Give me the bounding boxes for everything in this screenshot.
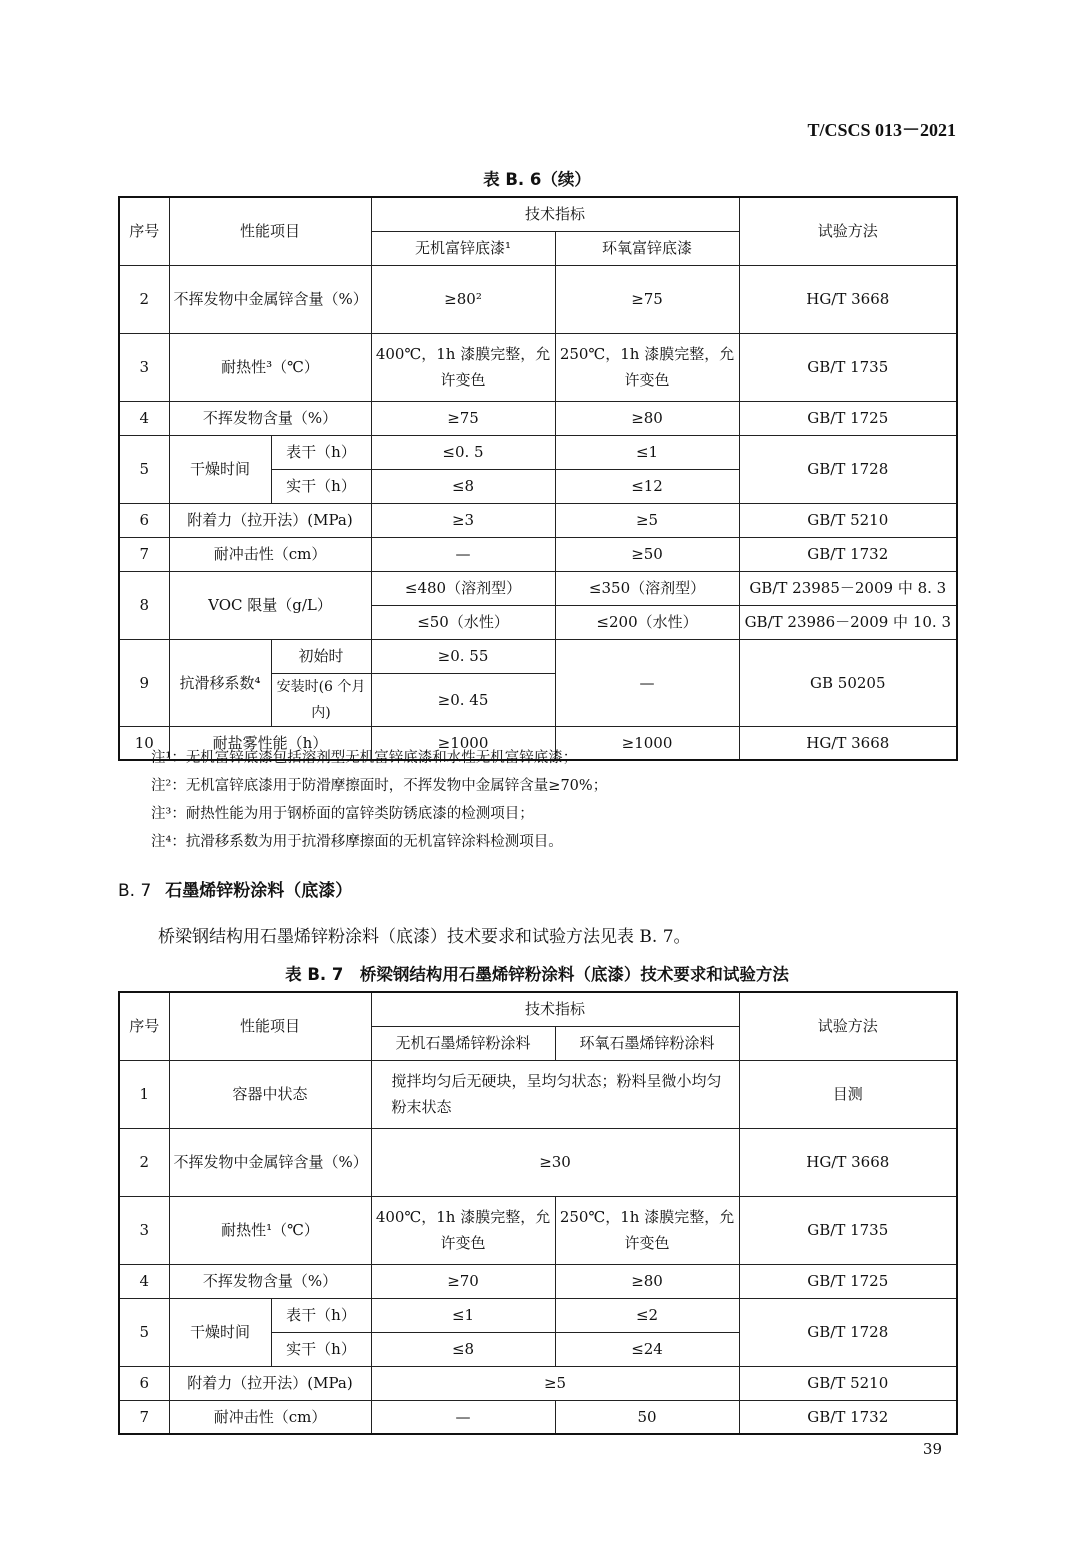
cell-b: ≤350（溶剂型） [555,571,739,605]
header-no: 序号 [119,992,169,1060]
header-col-b: 环氧富锌底漆 [555,231,739,265]
cell-a: ≤480（溶剂型） [371,571,555,605]
cell-method: GB/T 5210 [739,1366,957,1400]
cell-a: ≥0. 55 [371,639,555,673]
cell-b: ≤200（水性） [555,605,739,639]
table-row [119,1400,957,1434]
cell-b: ≥5 [555,503,739,537]
cell-item: 干燥时间 [169,435,271,503]
table-row [119,401,957,435]
body-paragraph: 桥梁钢结构用石墨烯锌粉涂料（底漆）技术要求和试验方法见表 B. 7。 [158,927,691,947]
cell-subitem: 表干（h） [271,435,371,469]
cell-subitem: 实干（h） [271,469,371,503]
table-header-row [119,992,957,1026]
cell-no: 9 [119,639,169,726]
cell-a: — [371,537,555,571]
table-b6-title: 表 B. 6（续） [483,170,591,189]
cell-item: 耐盐雾性能（h） [169,726,371,760]
cell-b: ≤2 [555,1298,739,1332]
cell-method: GB/T 23985－2009 中 8. 3 [739,571,957,605]
cell-method: GB/T 1728 [739,1298,957,1366]
cell-no: 2 [119,1128,169,1196]
cell-method: GB/T 1735 [739,1196,957,1264]
cell-no: 3 [119,1196,169,1264]
table-header-row [119,197,957,231]
table-row [119,639,957,673]
cell-b: ≥80 [555,1264,739,1298]
cell-a: ≤8 [371,469,555,503]
section-heading [118,876,352,901]
cell-a: ≤0. 5 [371,435,555,469]
cell-no: 10 [119,726,169,760]
cell-item: 抗滑移系数⁴ [169,639,271,726]
note-line: 注²：无机富锌底漆用于防滑摩擦面时，不挥发物中金属锌含量≥70%； [151,778,608,794]
cell-item: 耐热性³（℃） [169,333,371,401]
cell-method: GB/T 1728 [739,435,957,503]
table-row [119,435,957,469]
note-line: 注⁴：抗滑移系数为用于抗滑移摩擦面的无机富锌涂料检测项目。 [151,834,563,850]
cell-method: GB/T 23986－2009 中 10. 3 [739,605,957,639]
cell-method: HG/T 3668 [739,1128,957,1196]
cell-subitem: 实干（h） [271,1332,371,1366]
header-method: 试验方法 [739,992,957,1060]
cell-b: ≥50 [555,537,739,571]
cell-item: 附着力（拉开法）(MPa) [169,503,371,537]
cell-item: 耐冲击性（cm） [169,1400,371,1434]
cell-item: 不挥发物含量（%） [169,401,371,435]
cell-no: 6 [119,1366,169,1400]
cell-item: 不挥发物中金属锌含量（%） [169,265,371,333]
header-item: 性能项目 [169,197,371,265]
table-b6 [118,196,958,761]
cell-no: 5 [119,1298,169,1366]
table-row [119,333,957,401]
cell-method: GB/T 1732 [739,537,957,571]
header-tech: 技术指标 [371,992,739,1026]
cell-no: 2 [119,265,169,333]
table-row [119,1366,957,1400]
cell-no: 7 [119,1400,169,1434]
cell-b: ≤24 [555,1332,739,1366]
cell-item: 耐冲击性（cm） [169,537,371,571]
cell-b: ≤1 [555,435,739,469]
table-row [119,1060,957,1128]
cell-b: 250℃，1h 漆膜完整，允许变色 [555,1196,739,1264]
table-b7-title: 表 B. 7 桥梁钢结构用石墨烯锌粉涂料（底漆）技术要求和试验方法 [285,965,789,984]
cell-b: — [555,639,739,726]
cell-a: ≤8 [371,1332,555,1366]
cell-no: 4 [119,1264,169,1298]
cell-no: 7 [119,537,169,571]
cell-b: 50 [555,1400,739,1434]
cell-no: 1 [119,1060,169,1128]
table-row [119,571,957,605]
cell-method: GB/T 1725 [739,401,957,435]
cell-a: ≥3 [371,503,555,537]
cell-method: HG/T 3668 [739,726,957,760]
cell-a: 400℃，1h 漆膜完整，允许变色 [371,1196,555,1264]
table-b7 [118,991,958,1435]
cell-method: GB/T 5210 [739,503,957,537]
cell-no: 4 [119,401,169,435]
cell-b: 250℃，1h 漆膜完整，允许变色 [555,333,739,401]
header-no: 序号 [119,197,169,265]
cell-ab: 搅拌均匀后无硬块，呈均匀状态；粉料呈微小均匀粉末状态 [371,1060,739,1128]
cell-no: 6 [119,503,169,537]
table-row [119,1298,957,1332]
header-tech: 技术指标 [371,197,739,231]
cell-subitem: 表干（h） [271,1298,371,1332]
cell-a: ≥70 [371,1264,555,1298]
cell-a: 400℃，1h 漆膜完整，允许变色 [371,333,555,401]
table-row [119,537,957,571]
cell-item: 耐热性¹（℃） [169,1196,371,1264]
cell-a: ≥1000 [371,726,555,760]
cell-method: HG/T 3668 [739,265,957,333]
header-col-a: 无机石墨烯锌粉涂料 [371,1026,555,1060]
section-number: B. 7 [118,881,152,901]
cell-subitem: 初始时 [271,639,371,673]
cell-a: ≥75 [371,401,555,435]
cell-a: ≥80² [371,265,555,333]
header-col-b: 环氧石墨烯锌粉涂料 [555,1026,739,1060]
cell-a: ≥0. 45 [371,673,555,726]
cell-ab: ≥5 [371,1366,739,1400]
cell-item: 不挥发物含量（%） [169,1264,371,1298]
table-notes [151,744,607,856]
cell-b: ≥80 [555,401,739,435]
table-row [119,1128,957,1196]
header-method: 试验方法 [739,197,957,265]
cell-a: — [371,1400,555,1434]
cell-method: GB/T 1725 [739,1264,957,1298]
cell-b: ≤12 [555,469,739,503]
cell-method: GB/T 1732 [739,1400,957,1434]
header-col-a: 无机富锌底漆¹ [371,231,555,265]
cell-item: 不挥发物中金属锌含量（%） [169,1128,371,1196]
cell-a: ≤50（水性） [371,605,555,639]
note-line: 注¹：无机富锌底漆包括溶剂型无机富锌底漆和水性无机富锌底漆； [151,750,578,766]
cell-no: 3 [119,333,169,401]
cell-method: GB/T 1735 [739,333,957,401]
cell-subitem: 安装时(6 个月内) [271,673,371,726]
note-line: 注³：耐热性能为用于钢桥面的富锌类防锈底漆的检测项目； [151,806,534,822]
cell-item: 干燥时间 [169,1298,271,1366]
cell-no: 5 [119,435,169,503]
header-item: 性能项目 [169,992,371,1060]
cell-ab: ≥30 [371,1128,739,1196]
document-code: T/CSCS 013－2021 [807,120,956,140]
table-row [119,265,957,333]
table-row [119,1196,957,1264]
cell-item: 容器中状态 [169,1060,371,1128]
cell-method: 目测 [739,1060,957,1128]
cell-no: 8 [119,571,169,639]
cell-a: ≤1 [371,1298,555,1332]
cell-b: ≥75 [555,265,739,333]
cell-b: ≥1000 [555,726,739,760]
table-row [119,503,957,537]
cell-item: VOC 限量（g/L） [169,571,371,639]
table-row [119,1264,957,1298]
cell-method: GB 50205 [739,639,957,726]
cell-item: 附着力（拉开法）(MPa) [169,1366,371,1400]
page-number: 39 [922,1440,942,1458]
section-title: 石墨烯锌粉涂料（底漆） [165,881,353,901]
